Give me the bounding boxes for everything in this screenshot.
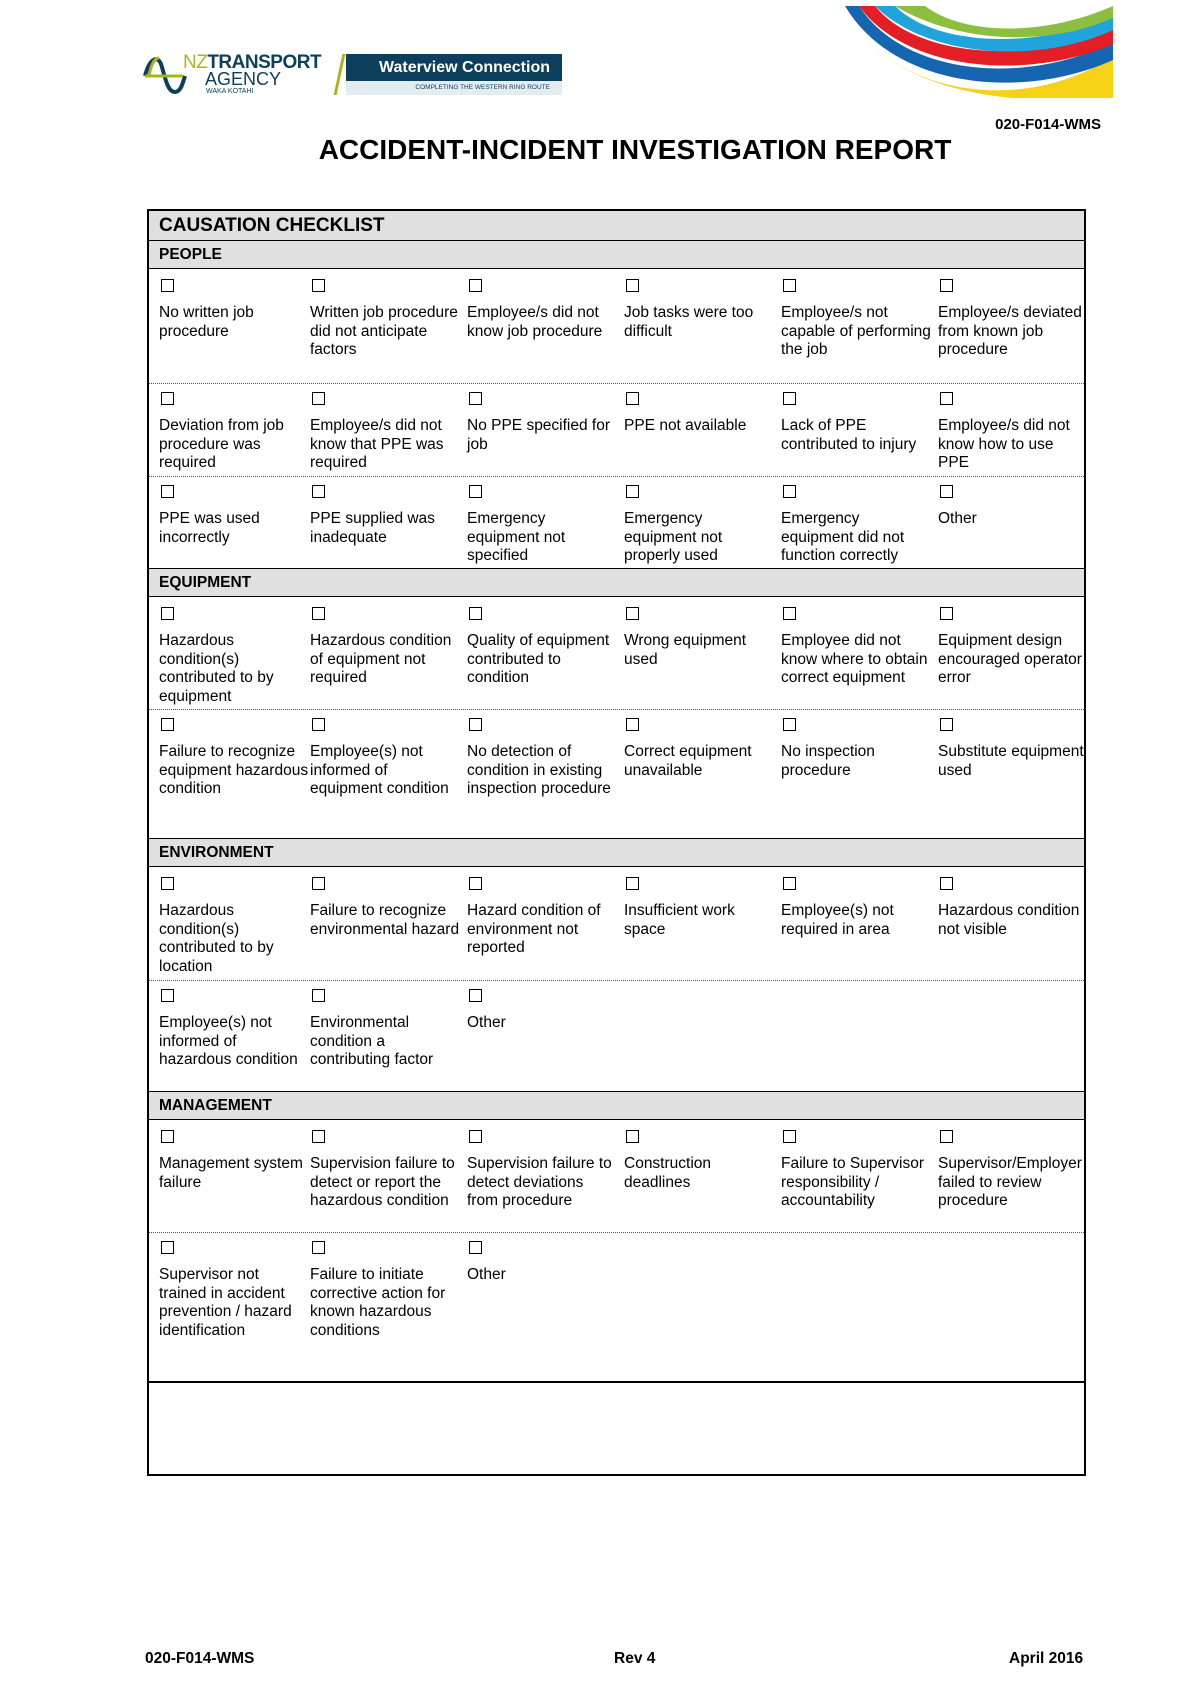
- checklist-item-label: Supervisor/Employer failed to review procedure: [938, 1155, 1082, 1209]
- checkbox[interactable]: [469, 718, 482, 731]
- checklist-item-label: Emergency equipment not properly used: [624, 510, 723, 564]
- checklist-item-label: Employee/s did not know that PPE was required: [310, 417, 444, 471]
- checklist-item-label: Lack of PPE contributed to injury: [781, 417, 917, 453]
- checkbox[interactable]: [940, 485, 953, 498]
- document-code: 020-F014-WMS: [995, 116, 1101, 133]
- checklist-item-label: Supervisor not trained in accident prevention / hazard identification: [159, 1266, 292, 1339]
- checkbox[interactable]: [469, 989, 482, 1002]
- checklist-row: [149, 598, 1084, 710]
- checklist-title: CAUSATION CHECKLIST: [149, 211, 1084, 241]
- checklist-item-label: Wrong equipment used: [624, 632, 747, 668]
- checklist-item[interactable]: [467, 476, 617, 566]
- checklist-item[interactable]: [938, 709, 1088, 780]
- checkbox[interactable]: [783, 279, 796, 292]
- checklist-item-label: Environmental condition a contributing factor: [310, 1014, 434, 1068]
- checklist-item[interactable]: [781, 1121, 931, 1211]
- checkbox[interactable]: [940, 279, 953, 292]
- checkbox[interactable]: [783, 718, 796, 731]
- checklist-item-label: No written job procedure: [159, 304, 254, 340]
- nzta-logo-line3: WAKA KOTAHI: [206, 88, 254, 95]
- checklist-item-label: PPE supplied was inadequate: [310, 510, 435, 546]
- checklist-row: [149, 868, 1084, 981]
- checklist-item-label: Employee(s) not informed of hazardous condition: [159, 1014, 298, 1068]
- checkbox[interactable]: [469, 1241, 482, 1254]
- checklist-item[interactable]: [624, 709, 774, 780]
- checklist-item[interactable]: [938, 1121, 1088, 1211]
- checkbox[interactable]: [312, 877, 325, 890]
- checkbox[interactable]: [312, 279, 325, 292]
- checklist-item[interactable]: [467, 270, 617, 341]
- checkbox[interactable]: [312, 1130, 325, 1143]
- checklist-item[interactable]: [310, 383, 460, 473]
- checklist-item[interactable]: [624, 476, 774, 566]
- checklist-item-label: Substitute equipment used: [938, 743, 1084, 779]
- checklist-item-label: Insufficient work space: [624, 902, 735, 938]
- checklist-item-label: Correct equipment unavailable: [624, 743, 752, 779]
- checkbox[interactable]: [469, 607, 482, 620]
- page-title: ACCIDENT-INCIDENT INVESTIGATION REPORT: [318, 134, 952, 165]
- checklist-item[interactable]: [781, 709, 931, 780]
- checklist-item[interactable]: [467, 383, 617, 454]
- checklist-row: [149, 270, 1084, 384]
- checklist-item-label: Emergency equipment not specified: [467, 510, 566, 564]
- nzta-logo-line2: AGENCY: [205, 69, 282, 89]
- checkbox[interactable]: [783, 607, 796, 620]
- checklist-item[interactable]: [310, 1121, 460, 1211]
- checkbox[interactable]: [469, 279, 482, 292]
- checklist-row: [149, 1121, 1084, 1233]
- checklist-item[interactable]: [938, 383, 1088, 473]
- checklist-item[interactable]: [467, 1121, 617, 1211]
- checklist-item-label: Other: [938, 510, 977, 527]
- checklist-item[interactable]: [624, 270, 774, 341]
- checklist-item-label: Failure to recognize equipment hazardous condition: [159, 743, 309, 797]
- checklist-item[interactable]: [310, 709, 460, 799]
- nzta-logo-line1: NZTRANSPORT: [183, 52, 322, 73]
- checkbox[interactable]: [161, 877, 174, 890]
- section-header-environment: ENVIRONMENT: [149, 838, 1084, 867]
- checklist-item-label: Supervision failure to detect deviations from procedure: [467, 1155, 612, 1209]
- checkbox[interactable]: [940, 1130, 953, 1143]
- checkbox[interactable]: [469, 485, 482, 498]
- checkbox[interactable]: [312, 485, 325, 498]
- checkbox[interactable]: [940, 718, 953, 731]
- checklist-row: [149, 1232, 1084, 1381]
- checklist-item-label: Quality of equipment contributed to condition: [467, 632, 610, 686]
- checklist-item-label: PPE was used incorrectly: [159, 510, 260, 546]
- checklist-item[interactable]: [310, 270, 460, 360]
- checkbox[interactable]: [469, 392, 482, 405]
- checkbox[interactable]: [312, 718, 325, 731]
- checkbox[interactable]: [783, 392, 796, 405]
- checklist-item-label: Equipment design encouraged operator error: [938, 632, 1082, 686]
- checklist-item[interactable]: [159, 598, 309, 706]
- checklist-item-label: Employee did not know where to obtain correct equipment: [781, 632, 928, 686]
- checklist-item-label: Other: [467, 1014, 506, 1031]
- checkbox[interactable]: [312, 607, 325, 620]
- checklist-item[interactable]: [781, 868, 931, 939]
- checkbox[interactable]: [469, 1130, 482, 1143]
- checklist-item[interactable]: [310, 598, 460, 688]
- checkbox[interactable]: [626, 718, 639, 731]
- checklist-item[interactable]: [467, 598, 617, 688]
- checklist-item[interactable]: [938, 868, 1088, 939]
- checkbox[interactable]: [161, 279, 174, 292]
- checklist-item[interactable]: [159, 980, 309, 1070]
- checklist-item[interactable]: [467, 868, 617, 958]
- checklist-item-label: Job tasks were too difficult: [624, 304, 754, 340]
- checklist-item[interactable]: [310, 476, 460, 547]
- checklist-item[interactable]: [624, 868, 774, 939]
- checklist-item-label: Management system failure: [159, 1155, 303, 1191]
- checklist-item-label: No PPE specified for job: [467, 417, 611, 453]
- checklist-row: [149, 709, 1084, 839]
- checkbox[interactable]: [626, 485, 639, 498]
- checkbox[interactable]: [783, 877, 796, 890]
- checkbox[interactable]: [161, 718, 174, 731]
- decorative-swoosh-icon: [845, 6, 1113, 98]
- checklist-item-label: Employee/s did not know job procedure: [467, 304, 603, 340]
- checklist-item-label: Hazardous condition(s) contributed to by equipment: [159, 632, 274, 705]
- blank-notes-area[interactable]: [149, 1381, 1084, 1474]
- checklist-item[interactable]: [781, 476, 931, 566]
- checklist-item-label: Other: [467, 1266, 506, 1283]
- checkbox[interactable]: [626, 1130, 639, 1143]
- checkbox[interactable]: [161, 989, 174, 1002]
- nzta-wave-icon: [143, 52, 187, 98]
- checklist-item[interactable]: [159, 1121, 309, 1192]
- checklist-item[interactable]: [938, 598, 1088, 688]
- checklist-item-label: Hazardous condition of equipment not required: [310, 632, 452, 686]
- checklist-item-label: Employee/s deviated from known job procedure: [938, 304, 1082, 358]
- checklist-item-label: Failure to Supervisor responsibility / accountability: [781, 1155, 925, 1209]
- checklist-item[interactable]: [159, 868, 309, 976]
- checkbox[interactable]: [312, 392, 325, 405]
- checklist-item[interactable]: [310, 1232, 460, 1340]
- checklist-item[interactable]: [310, 868, 460, 939]
- checklist-item-label: No inspection procedure: [781, 743, 875, 779]
- checklist-item-label: Employee/s not capable of performing the job: [781, 304, 931, 358]
- checklist-item[interactable]: [467, 709, 617, 799]
- checklist-item-label: Hazard condition of environment not reported: [467, 902, 601, 956]
- footer-doc-code: 020-F014-WMS: [145, 1650, 255, 1667]
- checklist-item-label: Failure to recognize environmental hazard: [310, 902, 460, 938]
- checklist-item[interactable]: [938, 270, 1088, 360]
- checklist-item[interactable]: [781, 598, 931, 688]
- checklist-item-label: PPE not available: [624, 417, 747, 434]
- checklist-item[interactable]: [938, 476, 1088, 529]
- checklist-item-label: Hazardous condition not visible: [938, 902, 1080, 938]
- checklist-item[interactable]: [624, 598, 774, 669]
- checkbox[interactable]: [161, 1241, 174, 1254]
- checklist-item[interactable]: [159, 383, 309, 473]
- checklist-item[interactable]: [159, 1232, 309, 1340]
- checklist-item[interactable]: [467, 1232, 617, 1285]
- causation-checklist-table: [147, 209, 1086, 1476]
- checkbox[interactable]: [312, 1241, 325, 1254]
- checkbox[interactable]: [940, 607, 953, 620]
- checkbox[interactable]: [161, 485, 174, 498]
- checkbox[interactable]: [940, 392, 953, 405]
- checkbox[interactable]: [161, 607, 174, 620]
- checklist-item-label: Employee/s did not know how to use PPE: [938, 417, 1070, 471]
- checklist-item-label: Construction deadlines: [624, 1155, 712, 1191]
- checklist-item[interactable]: [781, 383, 931, 454]
- waterview-subtitle: COMPLETING THE WESTERN RING ROUTE: [346, 81, 562, 95]
- section-header-people: PEOPLE: [149, 240, 1084, 269]
- section-header-management: MANAGEMENT: [149, 1091, 1084, 1120]
- checkbox[interactable]: [626, 279, 639, 292]
- checklist-item-label: Employee(s) not required in area: [781, 902, 894, 938]
- checklist-item[interactable]: [310, 980, 460, 1070]
- checkbox[interactable]: [783, 485, 796, 498]
- nzta-logo: [143, 52, 333, 98]
- waterview-title: Waterview Connection: [346, 54, 562, 81]
- checklist-item[interactable]: [467, 980, 617, 1033]
- checkbox[interactable]: [783, 1130, 796, 1143]
- footer-revision: Rev 4: [614, 1650, 656, 1667]
- checklist-item-label: Employee(s) not informed of equipment condition: [310, 743, 449, 797]
- checklist-item-label: Deviation from job procedure was required: [159, 417, 284, 471]
- section-header-equipment: EQUIPMENT: [149, 568, 1084, 597]
- waterview-logo: [338, 54, 562, 95]
- checklist-item-label: Failure to initiate corrective action for known hazardous conditions: [310, 1266, 446, 1339]
- checklist-item[interactable]: [624, 383, 774, 436]
- logo-divider: [334, 54, 346, 95]
- checklist-item-label: Emergency equipment did not function correctly: [781, 510, 905, 564]
- checklist-row: [149, 980, 1084, 1092]
- checklist-item-label: Supervision failure to detect or report the hazardous condition: [310, 1155, 455, 1209]
- checkbox[interactable]: [161, 1130, 174, 1143]
- checklist-row: [149, 476, 1084, 569]
- checklist-item-label: Written job procedure did not anticipate factors: [310, 304, 458, 358]
- checkbox[interactable]: [940, 877, 953, 890]
- checkbox[interactable]: [626, 607, 639, 620]
- checkbox[interactable]: [161, 392, 174, 405]
- checklist-item[interactable]: [159, 476, 309, 547]
- checkbox[interactable]: [626, 392, 639, 405]
- checkbox[interactable]: [469, 877, 482, 890]
- checklist-item[interactable]: [624, 1121, 774, 1192]
- checklist-item[interactable]: [781, 270, 931, 360]
- footer-date: April 2016: [1009, 1650, 1084, 1667]
- checklist-item-label: No detection of condition in existing inspection procedure: [467, 743, 611, 797]
- checkbox[interactable]: [312, 989, 325, 1002]
- checklist-row: [149, 383, 1084, 477]
- checklist-item-label: Hazardous condition(s) contributed to by location: [159, 902, 274, 975]
- checklist-item[interactable]: [159, 709, 309, 799]
- checklist-item[interactable]: [159, 270, 309, 341]
- checkbox[interactable]: [626, 877, 639, 890]
